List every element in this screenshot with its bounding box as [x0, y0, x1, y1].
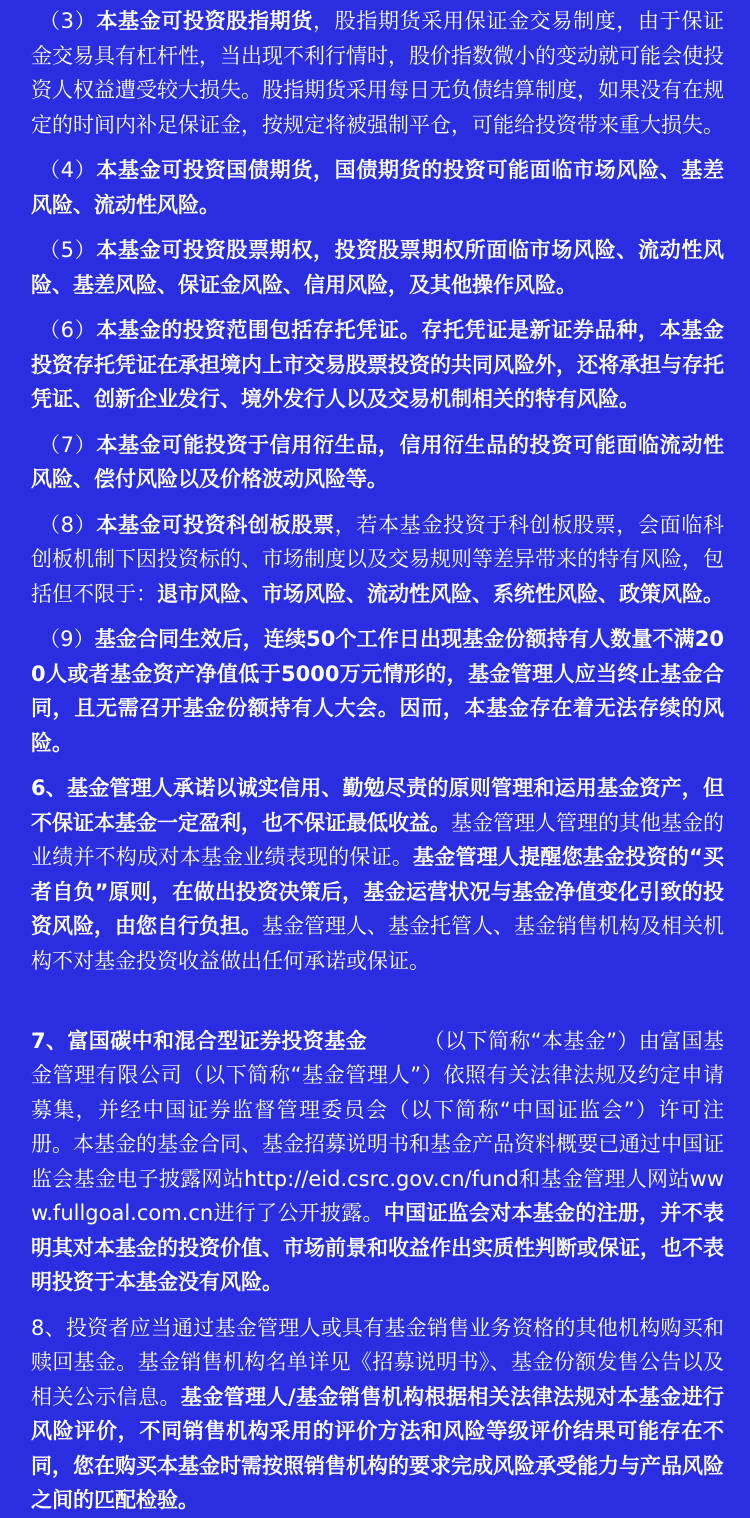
- paragraph-segment: ，若本基金投资于科创板股票，会面临科创板机制下因投资标的、市场制度以及交易规则等差异带来的特有风险，包括但不限于：: [31, 512, 724, 606]
- paragraph-risk-7: [31, 428, 724, 497]
- paragraph-item-6: [31, 771, 724, 978]
- paragraph-item-8: [31, 1311, 724, 1518]
- paragraph-segment: 本基金可投资股指期货: [96, 9, 314, 33]
- paragraph-risk-4: [31, 153, 724, 222]
- paragraph-segment: （8）: [39, 512, 97, 537]
- paragraph-segment: 7、富国碳中和混合型证券投资基金: [31, 1028, 368, 1053]
- paragraph-segment: 8、投资者应当通过基金管理人或具有基金销售业务资格的其他机构购买和赎回基金。基金销售机构名单详见《招募说明书》、基金份额发售公告以及相关公示信息。: [31, 1315, 724, 1409]
- paragraph-risk-8: [31, 508, 724, 612]
- paragraph-segment: （4）: [39, 158, 97, 182]
- paragraph-segment: 基金管理人提醒您基金投资的“买者自负”原则，在做出投资决策后，基金运营状况与基金净值变化引致的投资风险，由您自行负担。: [31, 845, 724, 938]
- paragraph-segment: 本基金可投资股票期权，投资股票期权所面临市场风险、流动性风险、基差风险、保证金风险、信用风险，及其他操作风险。: [31, 238, 724, 297]
- paragraph-risk-5: [31, 233, 724, 302]
- paragraph-segment: 本基金可投资国债期货，国债期货的投资可能面临市场风险、基差风险、流动性风险。: [31, 158, 724, 217]
- paragraph-segment: 本基金的投资范围包括存托凭证。存托凭证是新证券品种，本基金投资存托凭证在承担境内上市交易股票投资的共同风险外，还将承担与存托凭证、创新企业发行、境外发行人以及交易机制相关的特有风险。: [31, 318, 724, 411]
- paragraph-segment: （6）: [39, 318, 97, 342]
- paragraph-segment: （3）: [39, 9, 97, 33]
- paragraph-segment: 中国证监会对本基金的注册，并不表明其对本基金的投资价值、市场前景和收益作出实质性判断或保证，也不表明投资于本基金没有风险。: [31, 1201, 725, 1294]
- paragraph-segment: 基金合同生效后，连续50个工作日出现基金份额持有人数量不满200人或者基金资产净值低于5000万元情形的，基金管理人应当终止基金合同，且无需召开基金份额持有人大会。因而，本基金存在着无法存续的风险。: [31, 627, 724, 755]
- paragraph-segment: 基金管理人/基金销售机构根据相关法律法规对本基金进行风险评价，不同销售机构采用的评价方法和风险等级评价结果可能存在不同，您在购买本基金时需按照销售机构的要求完成风险承受能力与产品风险之间的匹配检验。: [31, 1384, 725, 1512]
- paragraph-risk-6: [31, 313, 724, 417]
- paragraph-segment: （7）: [39, 432, 97, 457]
- paragraph-item-7: [31, 989, 724, 1300]
- paragraph-risk-3: [31, 4, 724, 142]
- paragraph-segment: （以下简称“本基金”）由富国基金管理有限公司（以下简称“基金管理人”）依照有关法律法规及约定申请募集，并经中国证券监督管理委员会（以下简称“中国证监会”）许可注册。本基金的基金合同、基金招募说明书和基金产品资料概要已通过中国证监会基金电子披露网站http://eid.csrc.gov.cn/fund和基金管理人网站www.fullgoal.com.cn进行了公开披露。: [31, 1028, 724, 1225]
- paragraph-segment: 基金管理人管理的其他基金的业绩并不构成对本基金业绩表现的保证。: [31, 810, 724, 869]
- paragraph-segment: （5）: [39, 238, 97, 262]
- paragraph-segment: 基金管理人、基金托管人、基金销售机构及相关机构不对基金投资收益做出任何承诺或保证。: [31, 914, 724, 973]
- paragraph-segment: 本基金可能投资于信用衍生品，信用衍生品的投资可能面临流动性风险、偿付风险以及价格波动风险等。: [31, 432, 724, 491]
- paragraph-segment: （9）: [39, 627, 95, 651]
- paragraph-segment: 本基金可投资科创板股票: [96, 512, 335, 537]
- paragraph-segment: ，股指期货采用保证金交易制度，由于保证金交易具有杠杆性，当出现不利行情时，股价指数微小的变动就可能会使投资人权益遭受较大损失。股指期货采用每日无负债结算制度，如果没有在规定的时间内补足保证金，按规定将被强制平仓，可能给投资带来重大损失。: [31, 9, 724, 137]
- paragraph-segment: 6、基金管理人承诺以诚实信用、勤勉尽责的原则管理和运用基金资产，但不保证本基金一定盈利，也不保证最低收益。: [31, 776, 724, 835]
- paragraph-segment: 退市风险、市场风险、流动性风险、系统性风险、政策风险。: [157, 581, 724, 606]
- paragraph-risk-9: [31, 622, 724, 760]
